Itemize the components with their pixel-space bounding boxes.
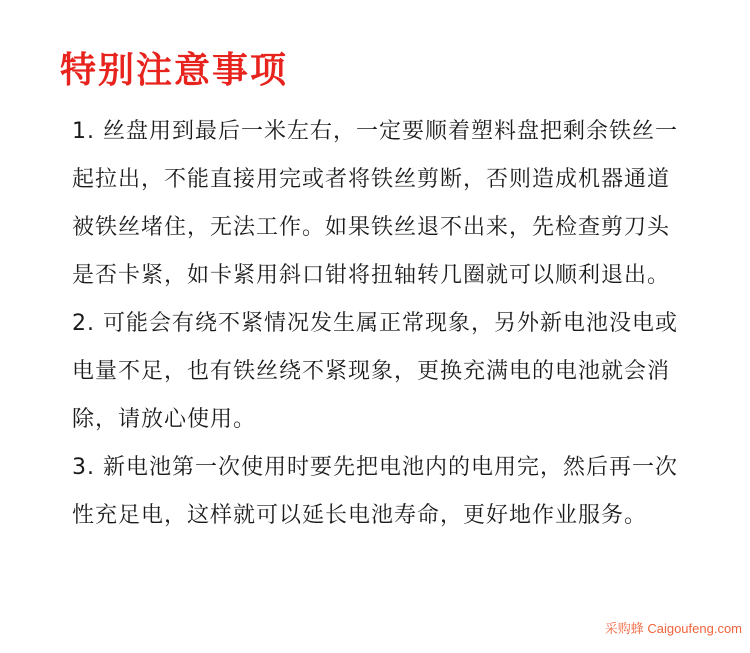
page-title: 特别注意事项 [60, 49, 289, 91]
note-item-1: 1. 丝盘用到最后一米左右，一定要顺着塑料盘把剩余铁丝一起拉出，不能直接用完或者将铁丝剪断，否则造成机器通道被铁丝堵住，无法工作。如果铁丝退不出来，先检查剪刀头是否卡紧，如卡紧用斜口钳将扭轴转几圈就可以顺利退出。 [72, 119, 678, 288]
note-item-3: 3. 新电池第一次使用时要先把电池内的电用完，然后再一次性充足电，这样就可以延长电池寿命，更好地作业服务。 [72, 455, 678, 528]
note-item-2: 2. 可能会有绕不紧情况发生属正常现象，另外新电池没电或电量不足，也有铁丝绕不紧现象，更换充满电的电池就会消除，请放心使用。 [72, 311, 678, 432]
watermark: 采购蜂 Caigoufeng.com [604, 621, 742, 636]
notes-list [72, 108, 682, 540]
